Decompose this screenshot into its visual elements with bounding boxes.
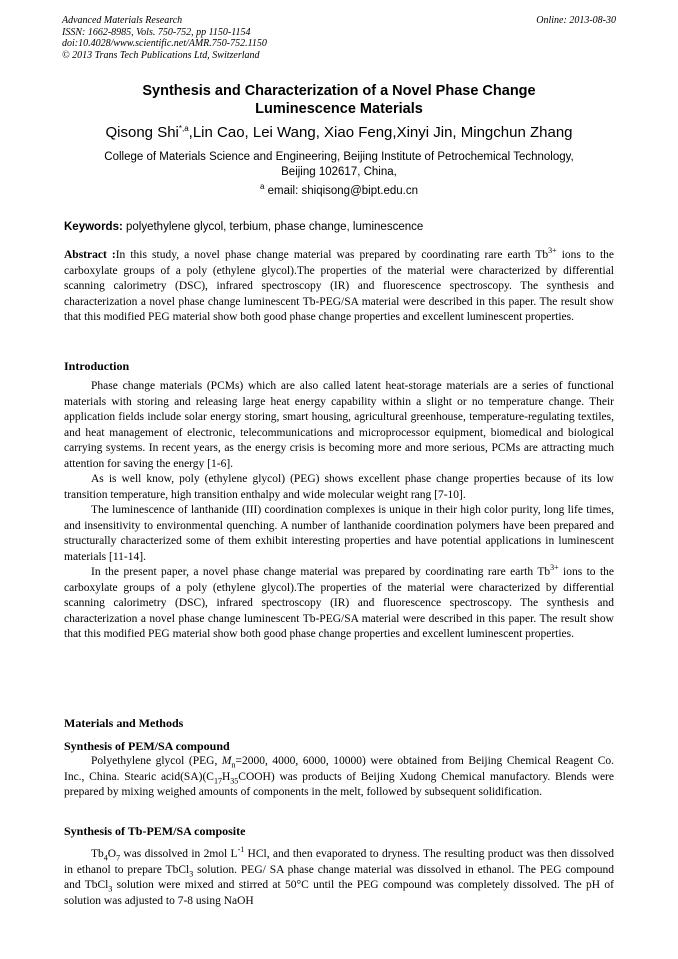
issn-line: ISSN: 1662-8985, Vols. 750-752, pp 1150-1154 [62,26,251,38]
c17-subscript: 17 [213,775,222,785]
minus-one-sup: -1 [237,845,245,855]
mn-symbol: M [221,755,232,767]
intro-paragraph-2: As is well know, poly (ethylene glycol) (PEG) shows excellent phase change properties because of its low transition temperature, high transition enthalpy and wide molecular weight rang [7-10]. [64,473,614,501]
introduction-body [64,379,614,643]
tb-pem-sa-paragraph [64,847,614,909]
h35-subscript: 35 [230,775,239,785]
paper-title [60,82,618,118]
author-list [60,124,618,142]
cl3-subscript-b: 3 [108,884,113,894]
keywords-label: Keywords: [64,221,123,233]
keywords-text: polyethylene glycol, terbium, phase change, luminescence [122,221,424,233]
intro-paragraph-1: Phase change materials (PCMs) which are also called latent heat-storage materials are a series of functional materials with storing and releasing large heat energy capability within a slight or no temperature change. Their application fields include solar energy storing, smart housing, agricultural greenhouse, temperature-regulating textiles, and heat management of electronic, telecommunications and microprocessor equipment, biomedical and biological carrying systems. In recent years, as the energy crisis is becoming more and more serious, PCMs are attracting much attention for saving the energy [1-6]. [64,380,614,470]
intro-p4-a: In the present paper, a novel phase change material was prepared by coordinating rare earth Tb [91,566,551,578]
affiliation-line-2: Beijing 102617, China, [281,166,397,178]
email-text: email: shiqisong@bipt.edu.cn [264,185,419,197]
o-symbol: O [107,848,117,860]
abstract-label: Abstract : [64,249,116,261]
pem-text-b: =2000, 4000, 6000, 10000) were obtained from Beijing Chemical Reagent Co. Inc., China. Stearic acid(SA)(C [64,755,615,783]
title-line-2: Luminescence Materials [255,101,423,117]
pem-text-a: Polyethylene glycol (PEG, [91,755,222,767]
pem-text-c: COOH) was products of Beijing Xudong Chemical manufactory. Blends were prepared by mixing weighed amounts of components in the melt, followed by subsequent solidification. [64,770,614,798]
abstract-text-a: In this study, a novel phase change material was prepared by coordinating rare earth Tb [115,249,549,261]
tb-text-a: was dissolved in 2mol L [120,848,238,860]
cl3-subscript-a: 3 [189,868,194,878]
abstract-text-b: ions to the carboxylate groups of a poly (ethylene glycol).The properties of the material were characterized by differential scanning calorimetry (DSC), infrared spectroscopy (IR) and fluorescence spectroscopy. The synthesis and characterization a novel phase change luminescent Tb-PEG/SA material were described in this paper. The result show that this modified PEG material show both good phase change properties and excellent luminescent properties. [64,249,615,323]
journal-name: Advanced Materials Research [62,15,183,26]
intro-paragraph-4 [64,565,614,643]
affiliation-line-1: College of Materials Science and Engineering, Beijing Institute of Petrochemical Technology, [104,151,574,163]
subheading-tb-pem-sa: Synthesis of Tb-PEM/SA composite [64,824,246,838]
affiliation [64,150,614,180]
tb-text-d: solution were mixed and stirred at 50°C until the PEG compound was completely dissolved. The pH of solution was adjusted to 7-8 using NaOH [64,879,614,907]
intro-p4-b: ions to the carboxylate groups of a poly (ethylene glycol).The properties of the material were characterized by differential scanning calorimetry (DSC), infrared spectroscopy (IR) and fluorescence spectroscopy. The synthesis and characterization a novel phase change luminescent Tb-PEG/SA material were described in this paper. The result show that this modified PEG material show both good phase change properties and excellent luminescent properties. [64,566,614,640]
keywords [64,220,614,235]
other-authors: ,Lin Cao, Lei Wang, Xiao Feng,Xinyi Jin, Mingchun Zhang [188,124,573,141]
o7-subscript: 7 [116,853,121,863]
subheading-pem-sa: Synthesis of PEM/SA compound [64,739,230,753]
tb-text-b: HCl, and then evaporated to dryness. The resulting product was then dissolved in ethanol to prepare TbCl [64,848,614,876]
introduction-heading: Introduction [64,359,130,373]
journal-header [62,15,616,61]
intro-p4-sup: 3+ [550,563,559,573]
mn-subscript: n [231,760,236,770]
methods-heading: Materials and Methods [64,716,184,730]
abstract [64,248,614,326]
tb4-subscript: 4 [103,853,108,863]
copyright-line: © 2013 Trans Tech Publications Ltd, Switzerland [62,49,260,61]
abstract-sup: 3+ [548,246,557,256]
intro-paragraph-3: The luminescence of lanthanide (III) coordination complexes is unique in their high color purity, long life times, and insensitivity to environmental quenching. A number of lanthanide coordination polymers have been prepared and structurally characterized some of them exhibit interesting properties and have potential applications in luminescent materials [11-14]. [64,504,614,563]
online-date: Online: 2013-08-30 [536,15,616,26]
first-author: Qisong Shi [105,124,179,141]
first-author-mark: *,a [178,124,189,133]
title-line-1: Synthesis and Characterization of a Novel Phase Change [142,83,536,99]
h-symbol: H [221,770,231,783]
doi-line: doi:10.4028/www.scientific.net/AMR.750-752.1150 [62,38,267,49]
tb-text-c: solution. PEG/ SA phase change material was dissolved in ethanol. The PEG compound and TbCl [64,863,614,891]
author-email [64,184,614,199]
email-mark: a [259,182,265,192]
tb-symbol: Tb [91,848,104,860]
pem-sa-paragraph [64,754,614,801]
